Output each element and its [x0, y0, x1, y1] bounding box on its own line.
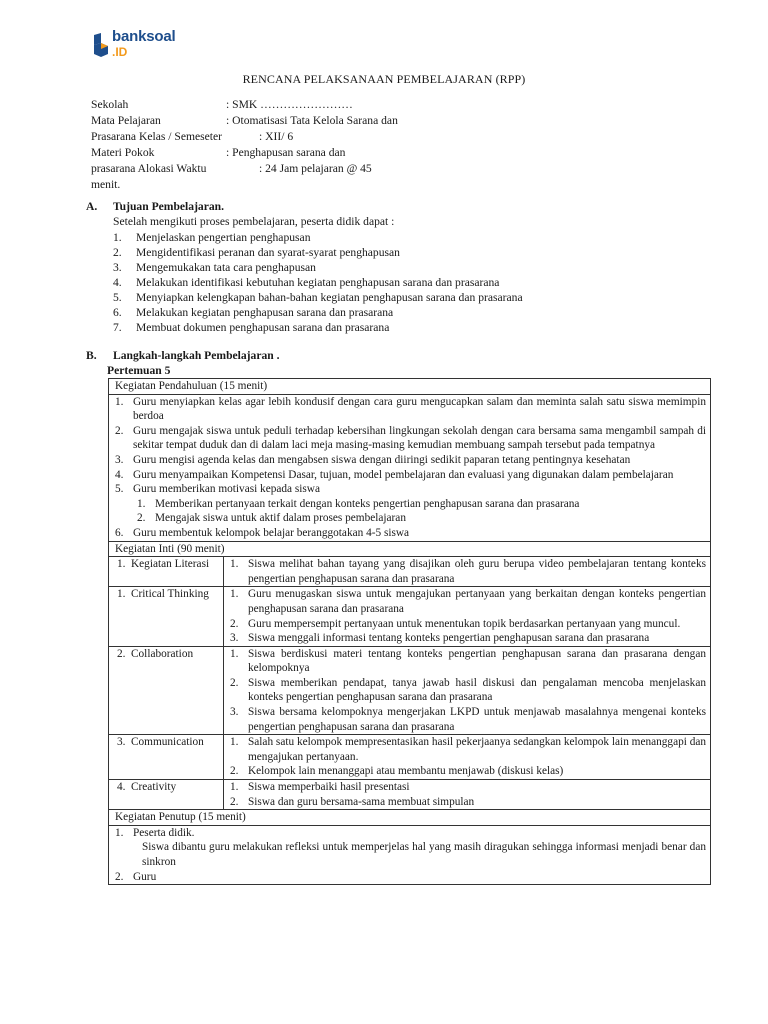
meta-row — [91, 146, 491, 162]
meta-value: : Otomatisasi Tata Kelola Sarana dan — [226, 114, 398, 127]
meta-row — [91, 98, 491, 114]
meta-value: : SMK …………………… — [226, 98, 353, 111]
list-item: 2. Siswa dan guru bersama-sama membuat simpulan — [230, 795, 475, 808]
list-item: 1. Siswa memperbaiki hasil presentasi — [230, 781, 410, 794]
document-title: RENCANA PELAKSANAAN PEMBELAJARAN (RPP) — [242, 72, 526, 86]
inti-content-cell — [224, 557, 711, 587]
table-row — [109, 735, 711, 780]
pendahuluan-cell — [109, 394, 711, 541]
inti-content-cell — [224, 587, 711, 646]
meta-row — [91, 114, 491, 130]
list-item: 2. Guru mengajak siswa untuk peduli terhadap kebersihan lingkungan sekolah dengan cara bersama sama mengambil sampah di sekitar tempat duduk dan di dalam laci meja masing-masing kemudian membuang sampah tersebut pada tempatnya — [115, 424, 706, 452]
table-row — [109, 810, 711, 826]
meta-value: : XII/ 6 — [259, 130, 294, 143]
penutup-header: Kegiatan Penutup (15 menit) — [109, 810, 711, 826]
table-row — [109, 541, 711, 557]
list-item: 2. Guru mempersempit pertanyaan untuk menentukan topik berdasarkan pertanyaan yang muncul. — [230, 617, 681, 630]
list-item: 1. Guru menyiapkan kelas agar lebih kondusif dengan cara guru mengucapkan salam dan meminta salah satu siswa memimpin berdoa — [115, 395, 706, 423]
list-item: 5. Guru memberikan motivasi kepada siswa — [115, 483, 320, 496]
table-row — [109, 394, 711, 541]
list-item: 3. Siswa bersama kelompoknya mengerjakan LKPD untuk menjawab masalahnya mengenai konteks pengertian penghapusan sarana dan prasarana — [230, 706, 706, 733]
inti-label-cell: 1. Kegiatan Literasi — [109, 557, 224, 587]
meta-key: menit. — [91, 178, 121, 191]
list-item: 1. Siswa melihat bahan tayang yang disajikan oleh guru berupa video pembelajaran tentang konteks pengertian penghapusan sarana dan prasarana — [230, 558, 706, 585]
inti-content-cell — [224, 735, 711, 780]
banksoal-logo-icon — [92, 33, 110, 57]
list-item: 4. Guru menyampaikan Kompetensi Dasar, tujuan, model pembelajaran dan evaluasi yang digunakan dalam pembelajaran — [115, 468, 674, 481]
meta-row — [91, 178, 491, 194]
inti-label-cell: 3. Communication — [109, 735, 224, 780]
meta-key: Prasarana Kelas / Semeseter — [91, 130, 223, 143]
penutup-text: Siswa dibantu guru melakukan refleksi untuk memperjelas hal yang masih diragukan sehingga informasi menjadi benar dan sinkron — [142, 841, 706, 868]
pendahuluan-header: Kegiatan Pendahuluan (15 menit) — [109, 379, 711, 395]
inti-content-cell — [224, 646, 711, 735]
list-item: 3. Guru mengisi agenda kelas dan mengabsen siswa dengan diiringi sedikit paparan tetang pentingnya kesehatan — [115, 453, 631, 466]
inti-label-cell: 1. Critical Thinking — [109, 587, 224, 646]
meta-key: Mata Pelajaran — [91, 114, 161, 127]
meta-key: prasarana Alokasi Waktu — [91, 162, 207, 175]
meta-key: Sekolah — [91, 98, 129, 111]
meta-value: : Penghapusan sarana dan — [226, 146, 346, 159]
meta-block — [91, 98, 491, 194]
logo-sub-text: .ID — [112, 45, 128, 59]
inti-label: Kegiatan Literasi — [131, 558, 210, 571]
list-item: 1. Siswa berdiskusi materi tentang konteks pengertian penghapusan sarana dan prasarana dengan kelompoknya — [230, 647, 706, 675]
table-row — [109, 825, 711, 884]
meta-row — [91, 162, 491, 178]
logo-brand-text: banksoal — [112, 28, 176, 45]
table-row — [109, 557, 711, 587]
sub-list-item: 2. Mengajak siswa untuk aktif dalam proses pembelajaran — [137, 512, 406, 525]
list-item: 1. Salah satu kelompok mempresentasikan hasil pekerjaanya sedangkan kelompok lain menanggapi dan mengajukan pertanyaan. — [230, 736, 707, 763]
list-item: 2. Guru — [115, 870, 157, 883]
penutup-cell — [109, 825, 711, 884]
section-a-number: A. — [86, 200, 98, 213]
sub-list-item: 1. Memberikan pertanyaan terkait dengan konteks pengertian penghapusan sarana dan prasarana — [137, 497, 580, 510]
inti-label: Communication — [131, 736, 204, 749]
meta-value: : 24 Jam pelajaran @ 45 — [259, 162, 372, 175]
section-b-title: Langkah-langkah Pembelajaran . — [113, 349, 280, 362]
list-item: 2. Kelompok lain menanggapi atau membantu menjawab (diskusi kelas) — [230, 765, 564, 778]
inti-label: Critical Thinking — [131, 588, 209, 601]
meta-row — [91, 130, 491, 146]
inti-label-cell: 4. Creativity — [109, 780, 224, 810]
section-b-number: B. — [86, 349, 97, 362]
inti-label: Collaboration — [131, 647, 194, 660]
list-item: 2. Siswa memberikan pendapat, tanya jawab hasil diskusi dan pengalaman mencoba menjelaskan konteks pengertian penghapusan sarana dan prasarana — [230, 676, 706, 704]
table-row — [109, 646, 711, 735]
list-item: 1. Guru menugaskan siswa untuk mengajukan pertanyaan yang berkaitan dengan konteks pengertian penghapusan sarana dan prasarana — [230, 588, 706, 615]
meeting-label: Pertemuan 5 — [107, 364, 171, 377]
inti-label-cell: 2. Collaboration — [109, 646, 224, 735]
inti-header: Kegiatan Inti (90 menit) — [109, 541, 711, 557]
list-item: 1. Peserta didik. — [115, 826, 195, 839]
section-a-title: Tujuan Pembelajaran. — [113, 200, 225, 213]
lesson-steps-table — [108, 378, 711, 885]
inti-content-cell — [224, 780, 711, 810]
section-a-intro: Setelah mengikuti proses pembelajaran, peserta didik dapat : — [113, 215, 395, 228]
table-row — [109, 379, 711, 395]
inti-label: Creativity — [131, 781, 177, 794]
table-row — [109, 780, 711, 810]
list-item: 3. Siswa menggali informasi tentang konteks pengertian penghapusan sarana dan prasarana — [230, 632, 650, 645]
table-row — [109, 587, 711, 646]
list-item: 6. Guru membentuk kelompok belajar beranggotakan 4-5 siswa — [115, 526, 410, 539]
meta-key: Materi Pokok — [91, 146, 155, 159]
